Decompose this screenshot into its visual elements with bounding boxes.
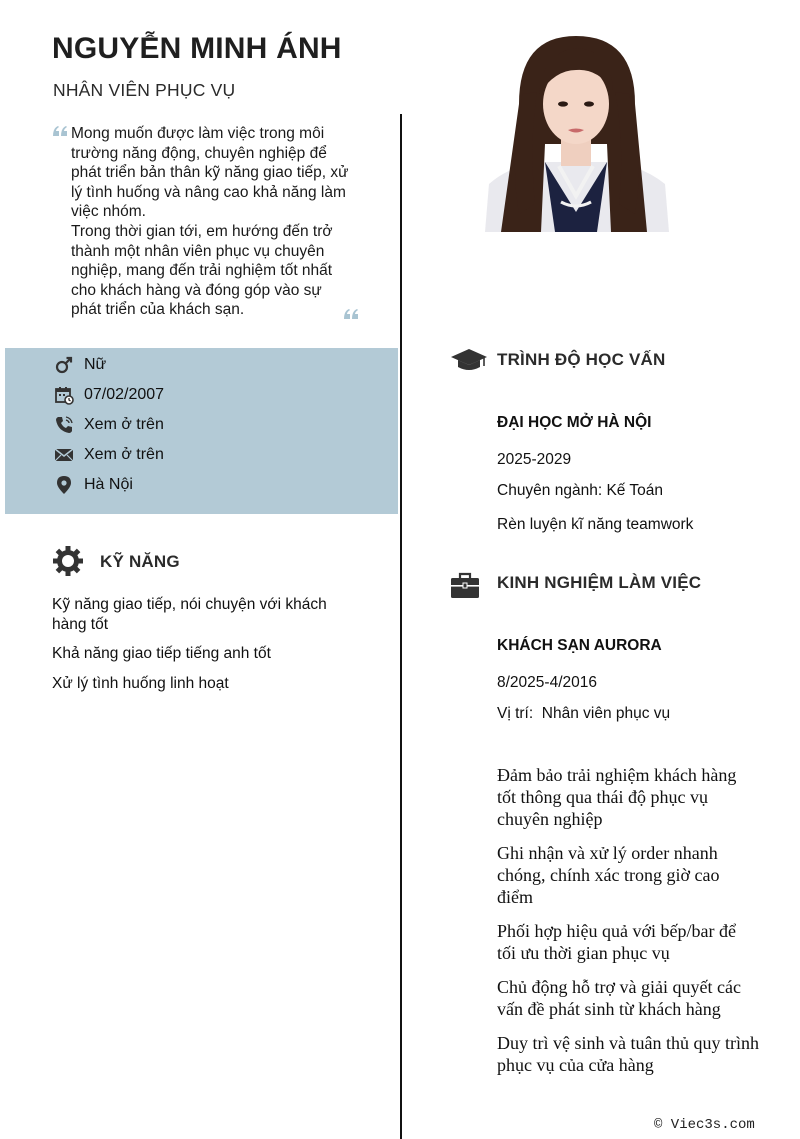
birthdate-value: 07/02/2007 <box>84 386 165 403</box>
education-major: Chuyên ngành: Kế Toán <box>497 482 664 499</box>
school-name: ĐẠI HỌC MỞ HÀ NỘI <box>497 414 652 431</box>
experience-role: Vị trí: Nhân viên phục vụ <box>497 705 671 722</box>
email-icon <box>53 444 75 466</box>
info-address <box>53 474 133 496</box>
map-pin-icon <box>53 474 75 496</box>
phone-icon <box>53 414 75 436</box>
column-divider <box>400 114 402 1139</box>
duty-item: Ghi nhận và xử lý order nhanh chóng, chính xác trong giờ cao điểm <box>497 843 720 907</box>
objective-paragraph-1: Mong muốn được làm việc trong môi trường năng động, chuyên nghiệp để phát triển bản thân kỹ năng giao tiếp, xử lý tình huống và nâng cao khả năng làm việc nhóm. <box>71 125 349 221</box>
career-objective <box>71 124 351 320</box>
graduation-cap-icon <box>450 346 488 374</box>
email-value: Xem ở trên <box>84 446 164 463</box>
candidate-position: NHÂN VIÊN PHỤC VỤ <box>53 80 236 100</box>
company-name: KHÁCH SẠN AURORA <box>497 637 662 654</box>
skill-item: Xử lý tình huống linh hoạt <box>52 675 229 692</box>
education-note: Rèn luyện kĩ năng teamwork <box>497 516 694 533</box>
candidate-name: NGUYỄN MINH ÁNH <box>52 32 342 65</box>
objective-paragraph-2: Trong thời gian tới, em hướng đến trở thành một nhân viên phục vụ chuyên nghiệp, mang đến trải nghiệm tốt nhất cho khách hàng và đóng góp vào sự phát triển của khách sạn. <box>71 222 333 319</box>
info-gender <box>53 354 106 376</box>
info-birthdate <box>53 384 164 406</box>
experience-period: 8/2025-4/2016 <box>497 674 597 691</box>
calendar-icon <box>53 384 75 406</box>
gender-value: Nữ <box>84 356 107 373</box>
portrait-image <box>479 34 673 232</box>
quote-close-icon <box>343 307 359 319</box>
education-period: 2025-2029 <box>497 451 572 468</box>
skills-title: KỸ NĂNG <box>100 552 180 571</box>
duty-item: Chủ động hỗ trợ và giải quyết các vấn đề phát sinh từ khách hàng <box>497 977 741 1019</box>
skill-item: Kỹ năng giao tiếp, nói chuyện với khách hàng tốt <box>52 596 327 633</box>
experience-title: KINH NGHIỆM LÀM VIỆC <box>497 573 702 592</box>
address-value: Hà Nội <box>84 476 133 493</box>
phone-value: Xem ở trên <box>84 416 164 433</box>
profile-photo <box>479 34 673 232</box>
gear-icon <box>52 545 84 577</box>
skill-item: Khả năng giao tiếp tiếng anh tốt <box>52 645 271 662</box>
briefcase-icon <box>450 570 480 600</box>
info-email <box>53 444 164 466</box>
info-phone <box>53 414 164 436</box>
education-title: TRÌNH ĐỘ HỌC VẤN <box>497 350 666 369</box>
gender-icon <box>53 354 75 376</box>
footer-copyright: © Viec3s.com <box>654 1117 755 1133</box>
personal-info-box <box>5 348 398 514</box>
duty-item: Phối hợp hiệu quả với bếp/bar để tối ưu thời gian phục vụ <box>497 921 736 963</box>
duty-item: Duy trì vệ sinh và tuân thủ quy trình phục vụ của cửa hàng <box>497 1033 759 1075</box>
quote-open-icon <box>52 124 68 136</box>
duty-item: Đảm bảo trải nghiệm khách hàng tốt thông qua thái độ phục vụ chuyên nghiệp <box>497 765 737 829</box>
